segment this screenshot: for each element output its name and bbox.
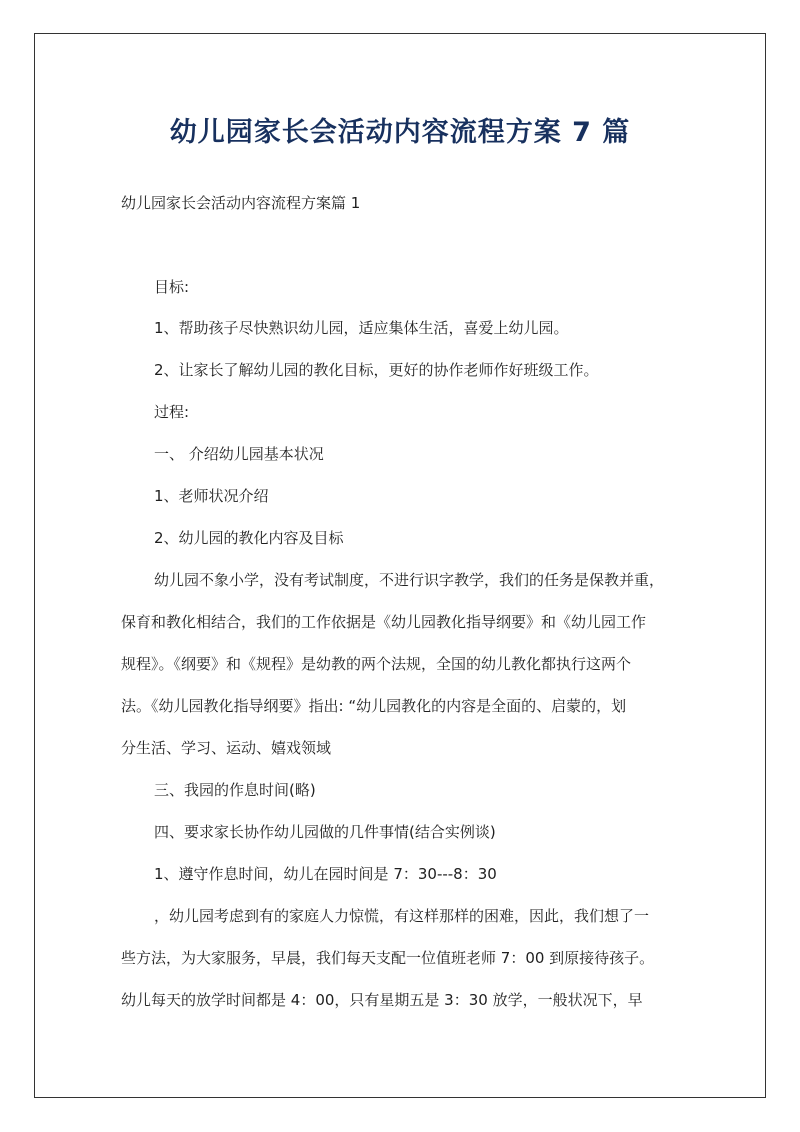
paragraph-line: 一、 介绍幼儿园基本状况 (154, 445, 324, 463)
paragraph-line: 1、老师状况介绍 (154, 487, 269, 505)
paragraph-line: 法。《幼儿园教化指导纲要》指出: “幼儿园教化的内容是全面的、启蒙的，划 (121, 697, 627, 715)
paragraph-line: 目标: (154, 278, 190, 296)
paragraph-line: 分生活、学习、运动、嬉戏领域 (121, 739, 332, 757)
paragraph-line: ，幼儿园考虑到有的家庭人力惊慌，有这样那样的困难，因此，我们想了一 (154, 907, 650, 925)
paragraph-line: 四、要求家长协作幼儿园做的几件事情(结合实例谈) (154, 823, 496, 841)
paragraph-line: 幼儿每天的放学时间都是 4：00，只有星期五是 3：30 放学，一般状况下，早 (121, 991, 643, 1009)
paragraph-line: 2、幼儿园的教化内容及目标 (154, 529, 344, 547)
paragraph-line: 规程》。《纲要》和《规程》是幼教的两个法规，全国的幼儿教化都执行这两个 (121, 655, 632, 673)
paragraph-line: 幼儿园不象小学，没有考试制度，不进行识字教学，我们的任务是保教并重， (154, 571, 665, 589)
paragraph-line: 过程: (154, 403, 190, 421)
paragraph-line: 三、我园的作息时间(略) (154, 781, 316, 799)
paragraph-line: 1、帮助孩子尽快熟识幼儿园，适应集体生活，喜爱上幼儿园。 (154, 319, 569, 337)
document-title: 幼儿园家长会活动内容流程方案 7 篇 (169, 117, 631, 148)
section-subtitle: 幼儿园家长会活动内容流程方案篇 1 (121, 194, 361, 212)
paragraph-line: 些方法，为大家服务，早晨，我们每天支配一位值班老师 7：00 到原接待孩子。 (121, 949, 655, 967)
paragraph-line: 1、遵守作息时间，幼儿在园时间是 7：30---8：30 (154, 865, 497, 883)
paragraph-line: 保育和教化相结合，我们的工作依据是《幼儿园教化指导纲要》和《幼儿园工作 (121, 613, 647, 631)
paragraph-line: 2、让家长了解幼儿园的教化目标，更好的协作老师作好班级工作。 (154, 361, 599, 379)
